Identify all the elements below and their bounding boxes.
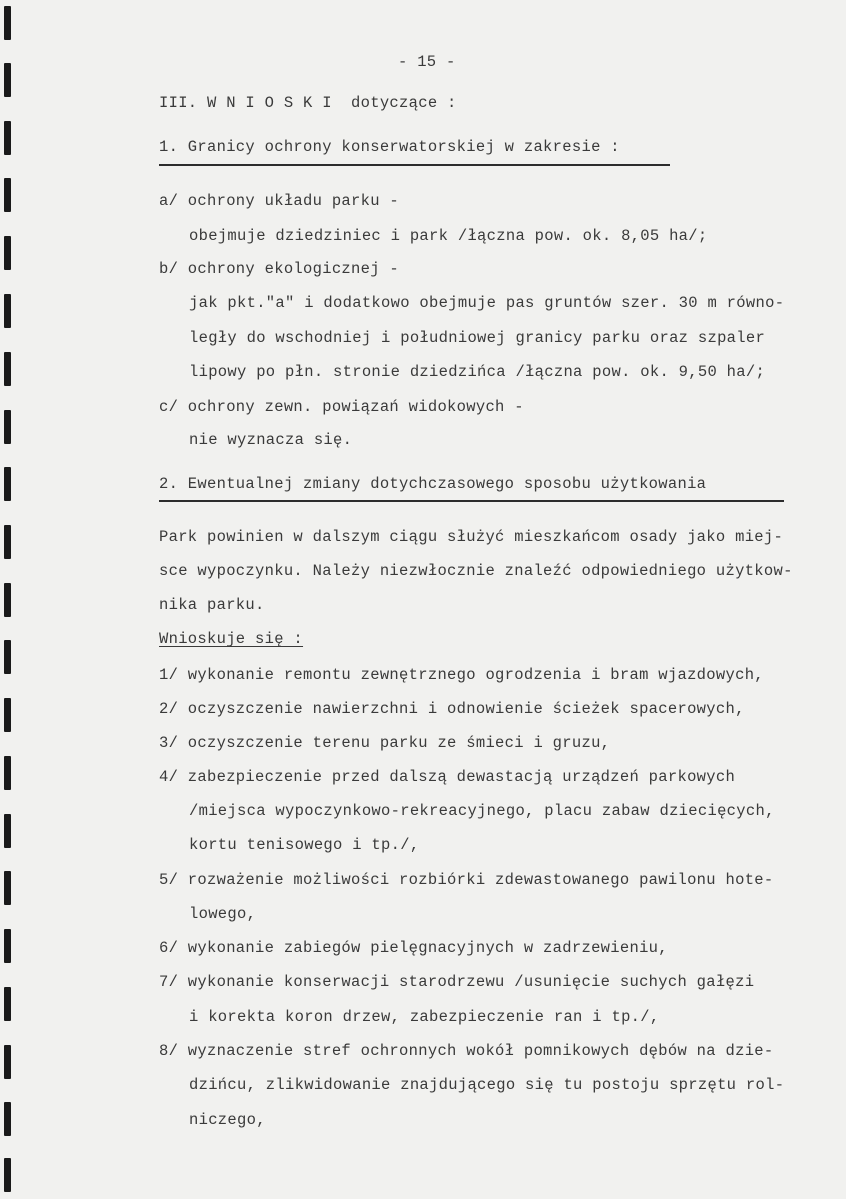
binding-hole bbox=[4, 1102, 11, 1136]
binding-hole bbox=[4, 1045, 11, 1079]
section-2-rule bbox=[159, 500, 784, 502]
section-1-line: b/ ochrony ekologicznej - bbox=[159, 260, 400, 278]
section-1-line: nie wyznacza się. bbox=[189, 431, 353, 449]
proposal-line: niczego, bbox=[189, 1111, 266, 1129]
proposal-line: lowego, bbox=[189, 905, 257, 923]
proposal-line: 1/ wykonanie remontu zewnętrznego ogrodzenia i bram wjazdowych, bbox=[159, 666, 764, 684]
section-2-line: sce wypoczynku. Należy niezwłocznie znaleźć odpowiedniego użytkow- bbox=[159, 562, 793, 580]
proposal-line: 5/ rozważenie możliwości rozbiórki zdewastowanego pawilonu hote- bbox=[159, 871, 774, 889]
binding-hole bbox=[4, 756, 11, 790]
section-1-line: legły do wschodniej i południowej granicy parku oraz szpaler bbox=[189, 329, 766, 347]
section-1-rule bbox=[159, 164, 670, 166]
binding-hole bbox=[4, 583, 11, 617]
proposal-line: 4/ zabezpieczenie przed dalszą dewastacją urządzeń parkowych bbox=[159, 768, 736, 786]
proposals-label: Wnioskuje się : bbox=[159, 630, 304, 648]
binding-hole bbox=[4, 236, 11, 270]
binding-hole bbox=[4, 987, 11, 1021]
section-1-line: c/ ochrony zewn. powiązań widokowych - bbox=[159, 398, 524, 416]
binding-holes bbox=[4, 0, 18, 1199]
page-heading: III. W N I O S K I dotyczące : bbox=[159, 94, 457, 112]
binding-hole bbox=[4, 698, 11, 732]
proposal-line: kortu tenisowego i tp./, bbox=[189, 836, 420, 854]
proposal-line: 3/ oczyszczenie terenu parku ze śmieci i gruzu, bbox=[159, 734, 611, 752]
binding-hole bbox=[4, 294, 11, 328]
section-1-line: lipowy po płn. stronie dziedzińca /łączna pow. ok. 9,50 ha/; bbox=[189, 363, 766, 381]
proposal-line: dzińcu, zlikwidowanie znajdującego się tu postoju sprzętu rol- bbox=[189, 1076, 785, 1094]
section-1-line: a/ ochrony układu parku - bbox=[159, 192, 400, 210]
proposal-line: /miejsca wypoczynkowo-rekreacyjnego, placu zabaw dziecięcych, bbox=[189, 802, 775, 820]
section-1-title: 1. Granicy ochrony konserwatorskiej w zakresie : bbox=[159, 138, 620, 156]
binding-hole bbox=[4, 525, 11, 559]
binding-hole bbox=[4, 352, 11, 386]
binding-hole bbox=[4, 1158, 11, 1192]
binding-hole bbox=[4, 410, 11, 444]
binding-hole bbox=[4, 814, 11, 848]
proposal-line: 6/ wykonanie zabiegów pielęgnacyjnych w zadrzewieniu, bbox=[159, 939, 668, 957]
binding-hole bbox=[4, 6, 11, 40]
section-2-title: 2. Ewentualnej zmiany dotychczasowego sposobu użytkowania bbox=[159, 475, 707, 493]
binding-hole bbox=[4, 63, 11, 97]
binding-hole bbox=[4, 178, 11, 212]
binding-hole bbox=[4, 871, 11, 905]
page-number: - 15 - bbox=[398, 53, 456, 71]
section-1-line: jak pkt."a" i dodatkowo obejmuje pas gruntów szer. 30 m równo- bbox=[189, 294, 785, 312]
proposal-line: i korekta koron drzew, zabezpieczenie ran i tp./, bbox=[189, 1008, 660, 1026]
section-2-line: Park powinien w dalszym ciągu służyć mieszkańcom osady jako miej- bbox=[159, 528, 784, 546]
proposal-line: 7/ wykonanie konserwacji starodrzewu /usunięcie suchych gałęzi bbox=[159, 973, 755, 991]
binding-hole bbox=[4, 640, 11, 674]
binding-hole bbox=[4, 121, 11, 155]
section-2-line: nika parku. bbox=[159, 596, 265, 614]
binding-hole bbox=[4, 929, 11, 963]
section-1-line: obejmuje dziedziniec i park /łączna pow. ok. 8,05 ha/; bbox=[189, 227, 708, 245]
binding-hole bbox=[4, 467, 11, 501]
proposal-line: 2/ oczyszczenie nawierzchni i odnowienie ścieżek spacerowych, bbox=[159, 700, 745, 718]
proposal-line: 8/ wyznaczenie stref ochronnych wokół pomnikowych dębów na dzie- bbox=[159, 1042, 774, 1060]
